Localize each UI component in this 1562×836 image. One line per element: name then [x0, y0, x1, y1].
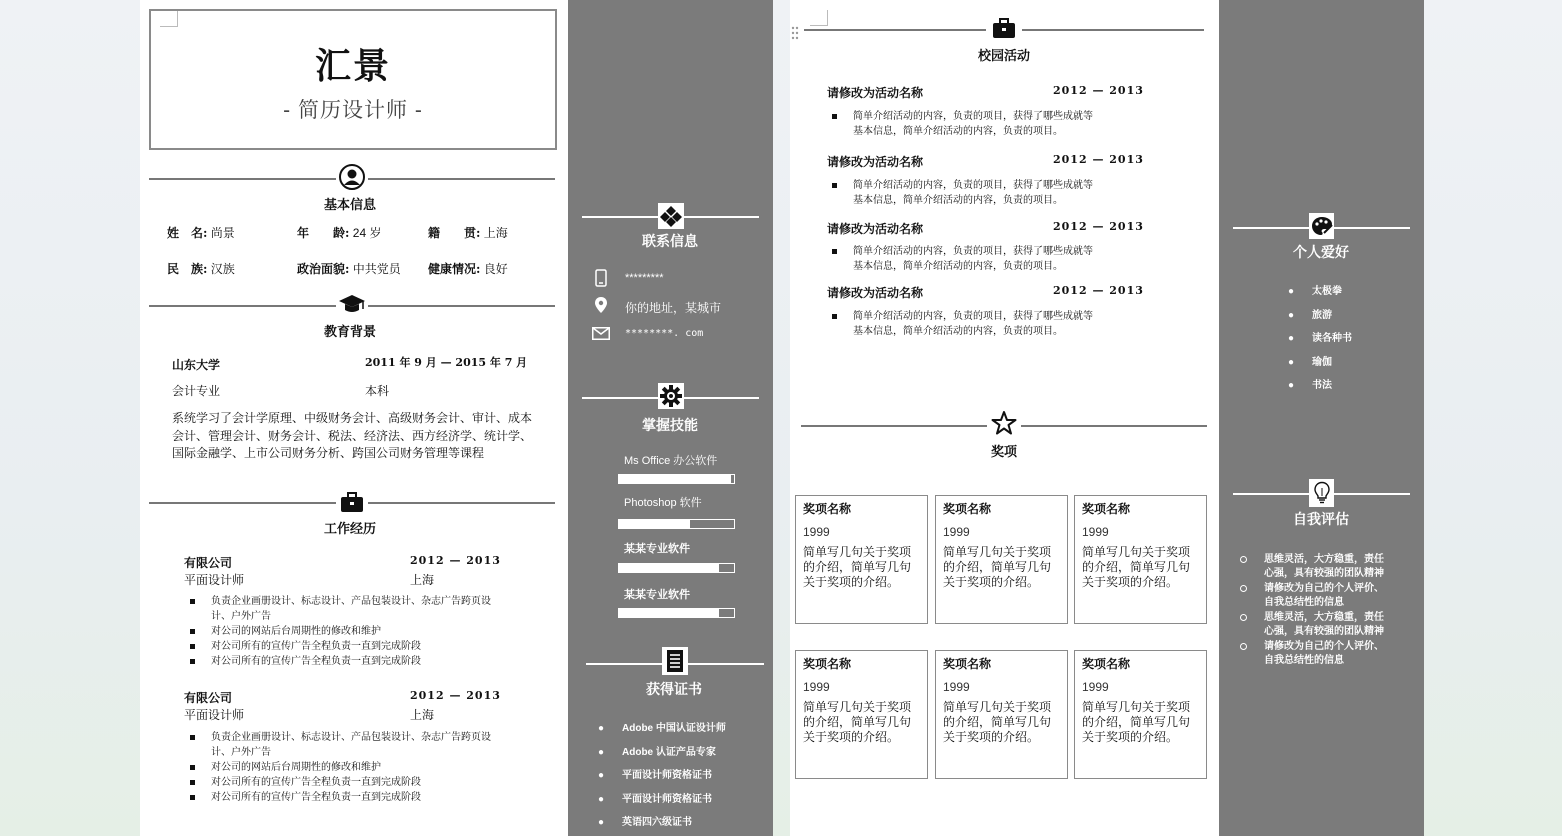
- skill-3-name: 某某专业软件: [624, 543, 690, 555]
- section-title-work: 工作经历: [323, 522, 376, 537]
- skill-4-fill: [619, 609, 719, 617]
- award-name: 奖项名称: [943, 657, 992, 671]
- award-card: [1074, 650, 1207, 779]
- divider-certs-right: [688, 663, 764, 665]
- divider-awards-left: [801, 425, 987, 427]
- drag-handle-icon[interactable]: [791, 26, 799, 40]
- star-icon: [989, 409, 1019, 437]
- section-title-hobbies: 个人爱好: [1293, 245, 1349, 261]
- divider-skills-left: [582, 397, 658, 399]
- divider-hobbies-right: [1334, 227, 1410, 229]
- job-2-city: 上海: [410, 708, 435, 722]
- divider-work-right: [368, 502, 555, 504]
- award-desc: 简单写几句关于奖项的介绍，简单写几句关于奖项的介绍。: [1082, 545, 1191, 589]
- resume-sidebar-2: [1219, 0, 1424, 836]
- skill-1-fill: [619, 475, 731, 483]
- list-item: 对公司所有的宣传广告全程负责一直到完成阶段: [184, 654, 494, 669]
- self-eval-3: 思维灵活，大方稳重，责任 心强，具有较强的团队精神: [1240, 611, 1384, 639]
- award-desc: 简单写几句关于奖项的介绍，简单写几句关于奖项的介绍。: [1082, 700, 1191, 744]
- award-year: 1999: [943, 525, 970, 539]
- edu-period: 2011 年 9 月 — 2015 年 7 月: [365, 356, 528, 369]
- award-year: 1999: [803, 525, 830, 539]
- certificate-icon: [662, 647, 688, 675]
- field-health: 健康情况: 良好: [428, 262, 508, 276]
- job-2-period: 2012 — 2013: [410, 689, 501, 702]
- edu-description: 系统学习了会计学原理、中级财务会计、高级财务会计、审计、成本会计、管理会计、财务会计、税法、经济法、西方经济学、统计学、国际金融学、上市公司财务分析、跨国公司财务管理等课程: [172, 411, 533, 460]
- contact-email: ********. com: [625, 328, 704, 339]
- job-1-period: 2012 — 2013: [410, 554, 501, 567]
- divider-contact-right: [684, 216, 759, 218]
- contact-diamond-icon: [658, 203, 684, 229]
- section-title-certs: 获得证书: [646, 682, 702, 698]
- skill-4-bar: [618, 608, 735, 618]
- campus-3-period: 2012 — 2013: [1053, 220, 1144, 233]
- job-2-company: 有限公司: [184, 691, 233, 705]
- phone-icon: [592, 268, 610, 288]
- award-card: [935, 650, 1068, 779]
- skill-2-fill: [619, 520, 690, 528]
- list-item: ● Adobe 认证产品专家: [598, 747, 716, 758]
- user-icon: [338, 163, 366, 191]
- campus-3-desc: 简单介绍活动的内容，负责的项目，获得了哪些成就等 基本信息，简单介绍活动的内容，负责的项目。: [832, 244, 1093, 274]
- section-title-education: 教育背景: [323, 325, 376, 340]
- award-desc: 简单写几句关于奖项的介绍，简单写几句关于奖项的介绍。: [943, 545, 1052, 589]
- award-card: [795, 495, 928, 624]
- job-2-position: 平面设计师: [184, 708, 245, 722]
- list-item: ● 太极拳: [1288, 286, 1342, 297]
- section-title-basic: 基本信息: [323, 198, 376, 213]
- field-hometown: 籍 贯: 上海: [428, 226, 508, 240]
- section-title-self-eval: 自我评估: [1293, 512, 1349, 528]
- campus-2-name: 请修改为活动名称: [827, 155, 924, 169]
- list-item: 对公司所有的宣传广告全程负责一直到完成阶段: [184, 790, 494, 805]
- award-year: 1999: [943, 680, 970, 694]
- award-card: [935, 495, 1068, 624]
- list-item: ● 书法: [1288, 380, 1332, 391]
- skill-4-name: 某某专业软件: [624, 589, 690, 601]
- divider-basic-left: [149, 178, 336, 180]
- contact-phone: *********: [625, 272, 664, 284]
- location-pin-icon: [592, 295, 610, 315]
- skill-3-fill: [619, 564, 719, 572]
- award-desc: 简单写几句关于奖项的介绍，简单写几句关于奖项的介绍。: [943, 700, 1052, 744]
- skill-3-bar: [618, 563, 735, 573]
- edu-school: 山东大学: [172, 358, 221, 372]
- divider-eval-right: [1334, 493, 1410, 495]
- campus-1-name: 请修改为活动名称: [827, 86, 924, 100]
- award-year: 1999: [1082, 525, 1109, 539]
- mail-icon: [591, 325, 611, 341]
- divider-eval-left: [1233, 493, 1309, 495]
- campus-1-period: 2012 — 2013: [1053, 84, 1144, 97]
- list-item: 负责企业画册设计、标志设计、产品包装设计、杂志广告跨页设计、户外广告: [184, 594, 494, 624]
- list-item: 对公司所有的宣传广告全程负责一直到完成阶段: [184, 775, 494, 790]
- campus-2-period: 2012 — 2013: [1053, 153, 1144, 166]
- skill-2-bar: [618, 519, 735, 529]
- palette-icon: [1309, 213, 1334, 239]
- section-title-campus: 校园活动: [977, 49, 1030, 64]
- award-desc: 简单写几句关于奖项的介绍，简单写几句关于奖项的介绍。: [803, 700, 912, 744]
- list-item: 对公司的网站后台周期性的修改和维护: [184, 760, 494, 775]
- lightbulb-icon: [1309, 479, 1334, 507]
- self-eval-4: 请修改为自己的个人评价、 自我总结性的信息: [1240, 640, 1384, 668]
- award-name: 奖项名称: [803, 502, 852, 516]
- job-1-city: 上海: [410, 573, 435, 587]
- resume-name: 汇景: [314, 45, 391, 87]
- award-name: 奖项名称: [803, 657, 852, 671]
- divider-edu-left: [149, 305, 336, 307]
- divider-campus-left: [804, 29, 986, 31]
- award-card: [1074, 495, 1207, 624]
- gear-icon: [658, 383, 684, 409]
- campus-1-desc: 简单介绍活动的内容，负责的项目，获得了哪些成就等 基本信息，简单介绍活动的内容，负责的项目。: [832, 109, 1093, 139]
- campus-3-name: 请修改为活动名称: [827, 222, 924, 236]
- self-eval-2: 请修改为自己的个人评价、 自我总结性的信息: [1240, 582, 1384, 610]
- list-item: 对公司所有的宣传广告全程负责一直到完成阶段: [184, 639, 494, 654]
- skill-1-bar: [618, 474, 735, 484]
- contact-address: 你的地址，某城市: [625, 301, 722, 315]
- divider-skills-right: [684, 397, 759, 399]
- job-1-position: 平面设计师: [184, 573, 245, 587]
- skill-1-name: Ms Office 办公软件: [624, 455, 718, 467]
- list-item: 负责企业画册设计、标志设计、产品包装设计、杂志广告跨页设计、户外广告: [184, 730, 494, 760]
- award-year: 1999: [1082, 680, 1109, 694]
- section-title-contact: 联系信息: [642, 234, 698, 250]
- divider-edu-right: [368, 305, 555, 307]
- award-card: [795, 650, 928, 779]
- field-age: 年 龄: 24 岁: [297, 226, 382, 240]
- campus-4-name: 请修改为活动名称: [827, 286, 924, 300]
- divider-hobbies-left: [1233, 227, 1309, 229]
- job-1-company: 有限公司: [184, 556, 233, 570]
- job-1-bullets: [184, 594, 494, 669]
- award-name: 奖项名称: [943, 502, 992, 516]
- section-title-skills: 掌握技能: [642, 418, 698, 434]
- divider-contact-left: [582, 216, 658, 218]
- briefcase-icon: [990, 16, 1018, 40]
- list-item: ● 旅游: [1288, 310, 1332, 321]
- field-name: 姓 名: 尚景: [167, 226, 235, 240]
- list-item: 对公司的网站后台周期性的修改和维护: [184, 624, 494, 639]
- list-item: ● 读各种书: [1288, 333, 1352, 344]
- award-name: 奖项名称: [1082, 502, 1131, 516]
- resume-subtitle: - 简历设计师 -: [283, 99, 423, 122]
- divider-basic-right: [368, 178, 555, 180]
- campus-4-desc: 简单介绍活动的内容，负责的项目，获得了哪些成就等 基本信息，简单介绍活动的内容，负责的项目。: [832, 309, 1093, 339]
- divider-campus-right: [1022, 29, 1204, 31]
- list-item: ● 瑜伽: [1288, 357, 1332, 368]
- self-eval-1: 思维灵活，大方稳重，责任 心强，具有较强的团队精神: [1240, 553, 1384, 581]
- corner-mark-2: [810, 10, 828, 26]
- award-desc: 简单写几句关于奖项的介绍，简单写几句关于奖项的介绍。: [803, 545, 912, 589]
- list-item: ● 平面设计师资格证书: [598, 770, 712, 781]
- field-ethnicity: 民 族: 汉族: [167, 262, 235, 276]
- list-item: ● 英语四六级证书: [598, 817, 692, 828]
- divider-work-left: [149, 502, 336, 504]
- field-political: 政治面貌: 中共党员: [297, 262, 401, 276]
- corner-mark: [160, 11, 178, 27]
- graduation-cap-icon: [337, 291, 367, 317]
- divider-certs-left: [586, 663, 662, 665]
- skill-2-name: Photoshop 软件: [624, 497, 702, 509]
- list-item: ● Adobe 中国认证设计师: [598, 723, 726, 734]
- edu-degree: 本科: [365, 384, 390, 398]
- briefcase-icon: [338, 489, 366, 515]
- section-title-awards: 奖项: [990, 445, 1017, 460]
- campus-4-period: 2012 — 2013: [1053, 284, 1144, 297]
- campus-2-desc: 简单介绍活动的内容，负责的项目，获得了哪些成就等 基本信息，简单介绍活动的内容，负责的项目。: [832, 178, 1093, 208]
- job-2-bullets: [184, 730, 494, 805]
- list-item: ● 平面设计师资格证书: [598, 794, 712, 805]
- edu-major: 会计专业: [172, 384, 221, 398]
- divider-awards-right: [1021, 425, 1207, 427]
- award-name: 奖项名称: [1082, 657, 1131, 671]
- award-year: 1999: [803, 680, 830, 694]
